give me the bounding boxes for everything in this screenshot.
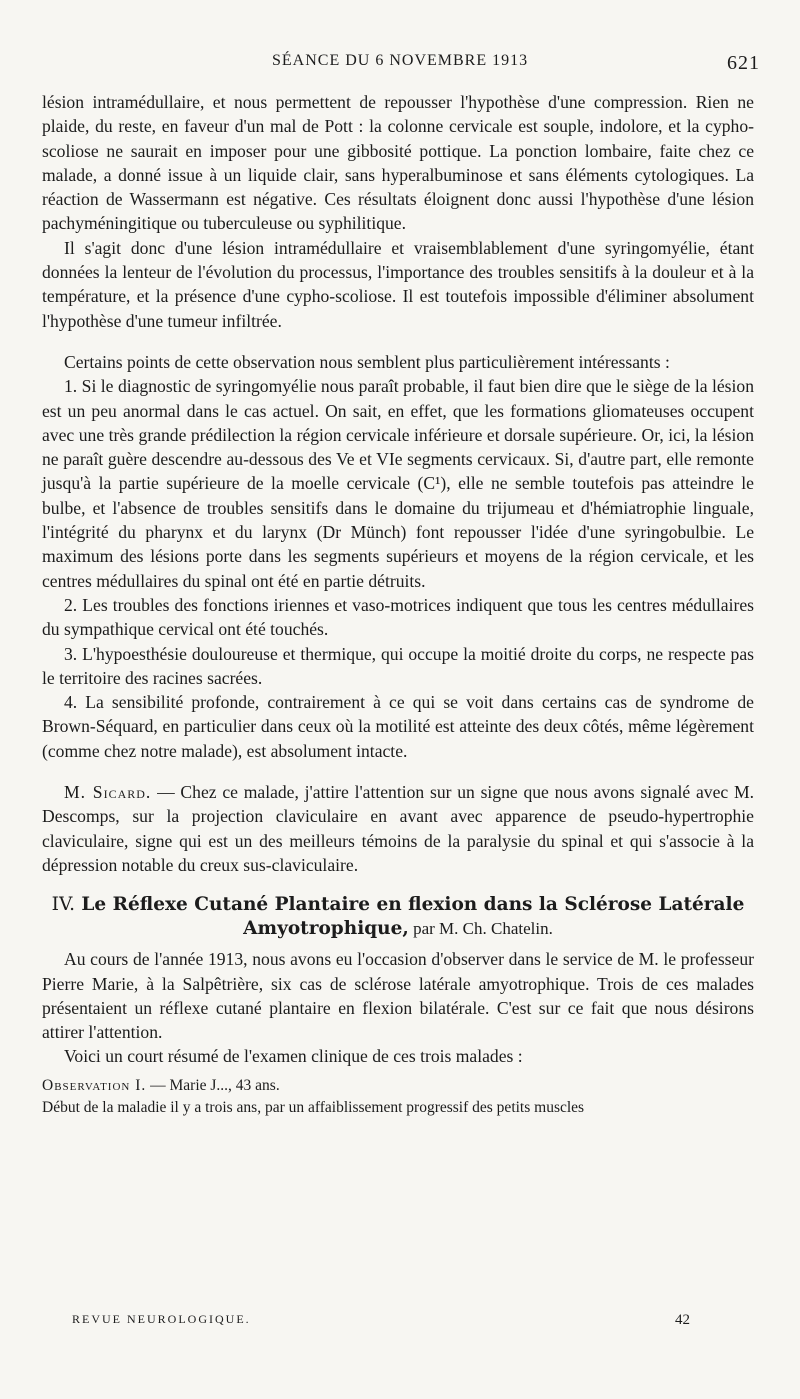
paragraph-continuation: lésion intramédullaire, et nous permettent de repousser l'hypothèse d'une compression. Rien ne plaide, du reste, en faveur d'un mal de Pott : la colonne cervicale est souple, indolore, et la cypho-scoliose ne saurait en imposer pour une gibbosité pottique. La ponction lombaire, faite chez ce malade, a donné issue à un liquide clair, sans hyperalbuminose et sans éléments cytologiques. La réaction de Wassermann est négative. Ces résultats éloignent donc aussi l'hypothèse d'une lésion pachyméningitique ou tuberculeuse ou syphilitique. — [42, 92, 754, 234]
section-heading — [42, 893, 754, 941]
section-byline: par M. Ch. Chatelin. — [408, 919, 553, 939]
section-title-line2: Amyotrophique, — [243, 918, 409, 940]
paragraph-resume: Voici un court résumé de l'examen clinique de ces trois malades : — [64, 1046, 523, 1067]
signature-mark: 42 — [675, 1312, 690, 1328]
point-1: 1. Si le diagnostic de syringomyélie nous paraît probable, il faut bien dire que le siège de la lésion est un peu anormal dans le cas actuel. On sait, en effet, que les formations gliomateuses occupent avec une très grande prédilection la région cervicale inférieure et dorsale supérieure. Or, ici, la lésion ne paraît guère descendre au-dessous des Ve et VIe segments cervicaux. Si, d'autre part, elle remonte jusqu'à la partie supérieure de la moelle cervicale (C¹), elle ne semble toutefois pas atteindre le bulbe, et l'absence de troubles sensitifs dans le domaine du trijumeau et d'hémiatrophie linguale, l'intégrité du pharynx et du larynx (Dr Münch) font repousser l'idée d'une syringobulbie. Le maximum des lésions porte dans les segments supérieurs et moyens de la région cervicale, et les centres médullaires du spinal ont été en partie détruits. — [42, 376, 754, 591]
observation-text: Début de la maladie il y a trois ans, par un affaiblissement progressif des petits muscles — [42, 1098, 585, 1116]
page-footer — [72, 1312, 690, 1334]
paragraph-intro: Au cours de l'année 1913, nous avons eu l'occasion d'observer dans le service de M. le professeur Pierre Marie, à la Salpêtrière, six cas de sclérose latérale amyotrophique. Trois de ces malades présentaient un réflexe cutané plantaire en flexion bilatérale. C'est sur ce fait que nous désirons attirer l'attention. — [42, 949, 754, 1043]
section-numeral: IV. — [51, 894, 75, 916]
page-body — [42, 90, 754, 1119]
point-4: 4. La sensibilité profonde, contrairement à ce qui se voit dans certains cas de syndrome de Brown-Séquard, en particulier dans ceux où la motilité est atteinte des deux côtés, même légèrement (comme chez notre malade), est absolument intacte. — [42, 692, 754, 761]
observation-block — [42, 1075, 754, 1119]
paragraph-points: Certains points de cette observation nous semblent plus particulièrement intéressants : — [64, 351, 670, 372]
page-title: SÉANCE DU 6 NOVEMBRE 1913 — [272, 52, 529, 69]
observation-label: Observation I. — [42, 1076, 147, 1094]
speaker-name: M. Sicard. — [64, 782, 152, 803]
paragraph-sicard — [42, 780, 754, 877]
section-title-line1: Le Réflexe Cutané Plantaire en flexion dans la Sclérose Latérale — [81, 894, 745, 916]
paragraph-syringomyelie: Il s'agit donc d'une lésion intramédullaire et vraisemblablement d'une syringomyélie, étant données la lenteur de l'évolution du processus, l'importance des troubles sensitifs à la douleur et à la température, et la présence d'une cypho-scoliose. Il est toutefois impossible d'éliminer absolument l'hypothèse d'une tumeur infiltrée. — [42, 237, 754, 331]
point-3: 3. L'hypoesthésie douloureuse et thermique, qui occupe la moitié droite du corps, ne respecte pas le territoire des racines sacrées. — [42, 643, 754, 688]
page-number: 621 — [727, 52, 760, 74]
point-2: 2. Les troubles des fonctions iriennes et vaso-motrices indiquent que tous les centres médullaires du sympathique cervical ont été touchés. — [42, 594, 754, 640]
observation-heading — [42, 1075, 754, 1097]
sicard-text: — Chez ce malade, j'attire l'attention sur un signe que nous avons signalé avec M. Descomps, sur la projection claviculaire en avant avec apparence de pseudo-hypertrophie claviculaire, signe qui est un des meilleurs témoins de la paralysie du spinal et qui s'associe à la dépression notable du creux sus-claviculaire. — [42, 782, 755, 875]
observation-patient: — Marie J..., 43 ans. — [146, 1076, 280, 1094]
journal-name: REVUE NEUROLOGIQUE. — [72, 1312, 251, 1326]
running-head — [40, 52, 760, 78]
